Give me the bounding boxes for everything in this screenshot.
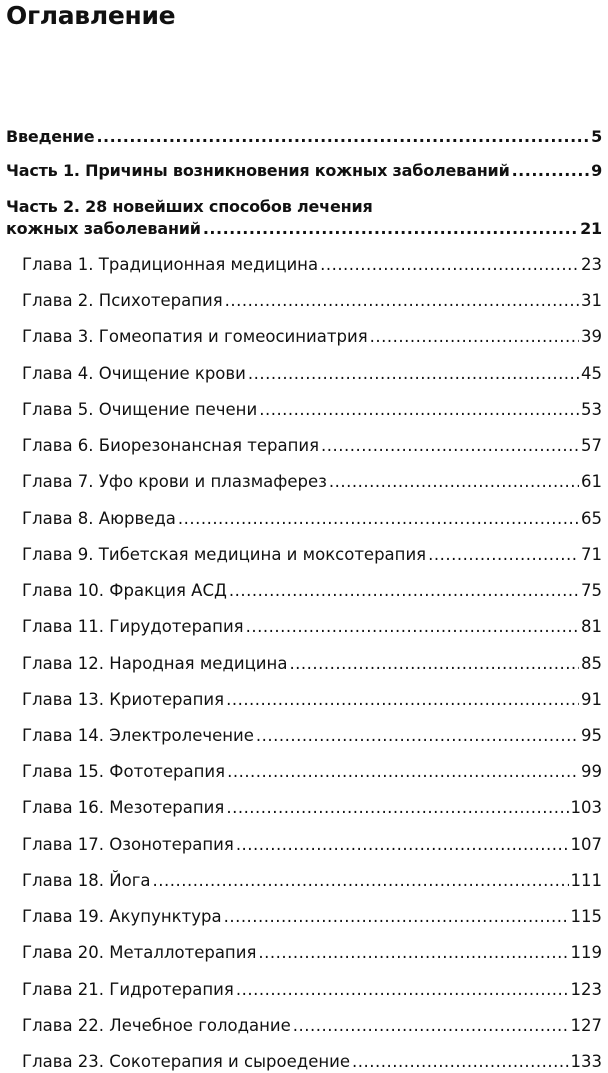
- toc-entry-chapter[interactable]: [22, 761, 602, 783]
- toc-entry-label: Глава 17. Озонотерапия: [22, 834, 234, 854]
- dot-leader: [153, 870, 569, 892]
- toc-entry-introduction[interactable]: [6, 126, 602, 148]
- dot-leader: [352, 1051, 568, 1073]
- toc-entry-chapter[interactable]: [22, 942, 602, 964]
- dot-leader: [329, 471, 579, 493]
- toc-entry-label: Глава 14. Электролечение: [22, 725, 254, 745]
- toc-entry-label: Глава 19. Акупунктура: [22, 907, 222, 927]
- toc-page-number: 123: [570, 979, 602, 999]
- toc-entry-part-2-line-1[interactable]: Часть 2. 28 новейших способов лечения: [6, 197, 373, 216]
- page-title: Оглавление: [6, 1, 176, 30]
- toc-entry-label: Глава 9. Тибетская медицина и моксотерапия: [22, 544, 427, 564]
- toc-page-number: 81: [581, 617, 602, 637]
- toc-entry-label: Глава 6. Биорезонансная терапия: [22, 436, 320, 456]
- toc-page-number: 53: [581, 399, 602, 419]
- toc-entry-chapter[interactable]: [22, 290, 602, 312]
- dot-leader: [370, 326, 579, 348]
- toc-entry-chapter[interactable]: [22, 797, 602, 819]
- dot-leader: [258, 942, 568, 964]
- dot-leader: [321, 435, 579, 457]
- dot-leader: [203, 218, 578, 240]
- dot-leader: [256, 725, 579, 747]
- toc-page-number: 99: [581, 762, 602, 782]
- toc-page-number: 65: [581, 508, 602, 528]
- toc-page-number: 23: [581, 255, 602, 274]
- toc-page-number: 133: [570, 1052, 602, 1072]
- dot-leader: [248, 363, 579, 385]
- dot-leader: [227, 761, 579, 783]
- toc-entry-label: Глава 23. Сокотерапия и сыроедение: [22, 1052, 351, 1072]
- toc-entry-chapter[interactable]: [22, 653, 602, 675]
- toc-entry-chapter[interactable]: [22, 870, 602, 892]
- toc-entry-label: Глава 5. Очищение печени: [22, 399, 258, 419]
- toc-entry-label: Глава 21. Гидротерапия: [22, 979, 234, 999]
- dot-leader: [320, 254, 579, 276]
- dot-leader: [225, 290, 579, 312]
- toc-page-number: 39: [581, 327, 602, 347]
- toc-entry-label: Глава 8. Аюрведа: [22, 508, 176, 528]
- toc-page-number: 61: [581, 472, 602, 492]
- toc-entry-chapter[interactable]: [22, 1051, 602, 1073]
- dot-leader: [224, 906, 569, 928]
- dot-leader: [289, 653, 579, 675]
- toc-entry-chapter[interactable]: [22, 363, 602, 385]
- dot-leader: [428, 544, 579, 566]
- toc-page-number: 57: [581, 436, 602, 456]
- toc-entry-chapter[interactable]: [22, 979, 602, 1001]
- toc-entry-label: кожных заболеваний: [6, 219, 201, 238]
- dot-leader: [236, 834, 569, 856]
- toc-page-number: 95: [581, 725, 602, 745]
- toc-entry-chapter[interactable]: [22, 326, 602, 348]
- toc-entry-label: Глава 16. Мезотерапия: [22, 798, 225, 818]
- toc-page-number: 107: [570, 834, 602, 854]
- dot-leader: [226, 689, 579, 711]
- toc-entry-chapter[interactable]: [22, 254, 602, 276]
- toc-page-number: 31: [581, 291, 602, 311]
- toc-page-number: 127: [570, 1015, 602, 1035]
- toc-entry-label: Глава 18. Йога: [22, 870, 151, 890]
- toc-entry-chapter[interactable]: [22, 508, 602, 530]
- toc-entry-label: Глава 12. Народная медицина: [22, 653, 288, 673]
- toc-entry-label: Введение: [6, 127, 95, 146]
- toc-entry-chapter[interactable]: [22, 689, 602, 711]
- toc-page-number: 119: [570, 943, 602, 963]
- dot-leader: [246, 616, 579, 638]
- dot-leader: [293, 1015, 569, 1037]
- toc-entry-part-1[interactable]: [6, 160, 602, 182]
- toc-entry-chapter[interactable]: [22, 616, 602, 638]
- toc-entry-chapter[interactable]: [22, 725, 602, 747]
- toc-entry-label: Глава 20. Металлотерапия: [22, 943, 257, 963]
- toc-entry-label: Глава 11. Гирудотерапия: [22, 617, 244, 637]
- toc-entry-label: Глава 4. Очищение крови: [22, 363, 246, 383]
- toc-page-number: 103: [570, 798, 602, 818]
- dot-leader: [259, 399, 579, 421]
- toc-page-number: 9: [591, 161, 602, 180]
- toc-entry-part-2[interactable]: [6, 218, 602, 240]
- toc-entry-chapter[interactable]: [22, 906, 602, 928]
- dot-leader: [178, 508, 579, 530]
- toc-entry-chapter[interactable]: [22, 834, 602, 856]
- toc-entry-chapter[interactable]: [22, 1015, 602, 1037]
- toc-page-number: 5: [591, 127, 602, 146]
- toc-entry-label: Часть 1. Причины возникновения кожных заболеваний: [6, 161, 510, 180]
- dot-leader: [226, 797, 568, 819]
- toc-entry-chapter[interactable]: [22, 544, 602, 566]
- toc-entry-label: Глава 10. Фракция АСД: [22, 581, 227, 601]
- toc-page-number: 75: [581, 581, 602, 601]
- toc-page-number: 115: [570, 907, 602, 927]
- toc-entry-chapter[interactable]: [22, 435, 602, 457]
- toc-page-number: 85: [581, 653, 602, 673]
- toc-page-number: 21: [580, 219, 602, 238]
- toc-entry-label: Глава 15. Фототерапия: [22, 762, 226, 782]
- toc-entry-label: Глава 13. Криотерапия: [22, 689, 225, 709]
- toc-entry-chapter[interactable]: [22, 580, 602, 602]
- toc-entry-chapter[interactable]: [22, 399, 602, 421]
- dot-leader: [229, 580, 579, 602]
- toc-entry-chapter[interactable]: [22, 471, 602, 493]
- toc-entry-label: Глава 22. Лечебное голодание: [22, 1015, 291, 1035]
- toc-page-number: 45: [581, 363, 602, 383]
- dot-leader: [236, 979, 569, 1001]
- toc-page-number: 111: [570, 870, 602, 890]
- dot-leader: [96, 126, 589, 148]
- toc-entry-label: Глава 1. Традиционная медицина: [22, 255, 319, 274]
- toc-entry-label: Глава 2. Психотерапия: [22, 291, 223, 311]
- dot-leader: [512, 160, 589, 182]
- toc-page-number: 71: [581, 544, 602, 564]
- toc-entry-label: Глава 3. Гомеопатия и гомеосиниатрия: [22, 327, 368, 347]
- toc-page-number: 91: [581, 689, 602, 709]
- toc-entry-label: Глава 7. Уфо крови и плазмаферез: [22, 472, 327, 492]
